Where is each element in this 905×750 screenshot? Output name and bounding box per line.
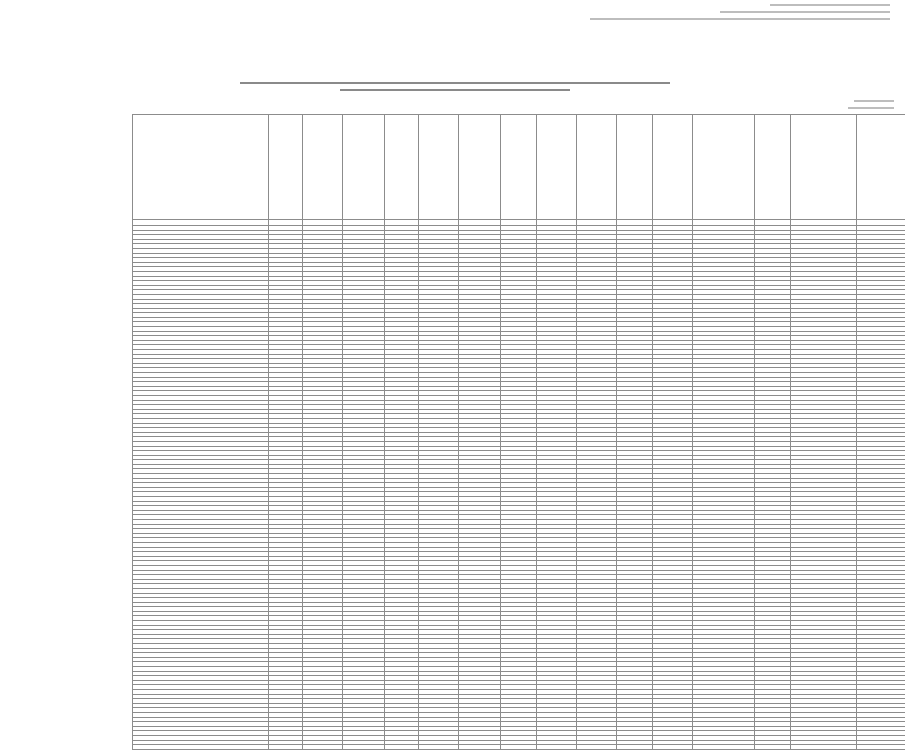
table-cell [459,115,501,220]
table-cell [269,115,303,220]
table-cell [385,745,419,750]
table-cell [501,745,537,750]
table-cell [617,745,653,750]
title-line [340,89,570,91]
table-cell [577,115,617,220]
appendix-line [770,4,890,6]
table-label [848,100,894,112]
title-line [240,82,670,84]
table-cell [501,115,537,220]
table-header-row [133,115,905,220]
table-cell [459,745,501,750]
table-cell [653,745,693,750]
table-cell [755,115,791,220]
table-cell [537,115,577,220]
subsidy-table [132,114,905,750]
table-cell [857,115,905,220]
table-label-line [854,100,894,102]
table-cell [343,115,385,220]
table-cell [693,115,755,220]
table-cell [537,745,577,750]
table-cell [755,745,791,750]
table-cell [269,745,303,750]
table-cell [693,745,755,750]
subsidy-table-container [132,114,896,634]
table-body [133,115,905,750]
table-cell [133,115,269,220]
table-cell [617,115,653,220]
appendix-header [590,4,890,32]
table-cell [133,745,269,750]
table-cell [653,115,693,220]
appendix-line [720,11,890,13]
appendix-line [590,18,890,20]
table-cell [385,115,419,220]
table-cell [303,115,343,220]
table-cell [791,115,857,220]
table-cell [857,745,905,750]
table-cell [419,745,459,750]
table-cell [303,745,343,750]
table-cell [791,745,857,750]
table-label-line [848,107,894,109]
table-row [133,745,905,750]
table-cell [577,745,617,750]
document-title [240,82,670,102]
table-cell [343,745,385,750]
table-cell [419,115,459,220]
